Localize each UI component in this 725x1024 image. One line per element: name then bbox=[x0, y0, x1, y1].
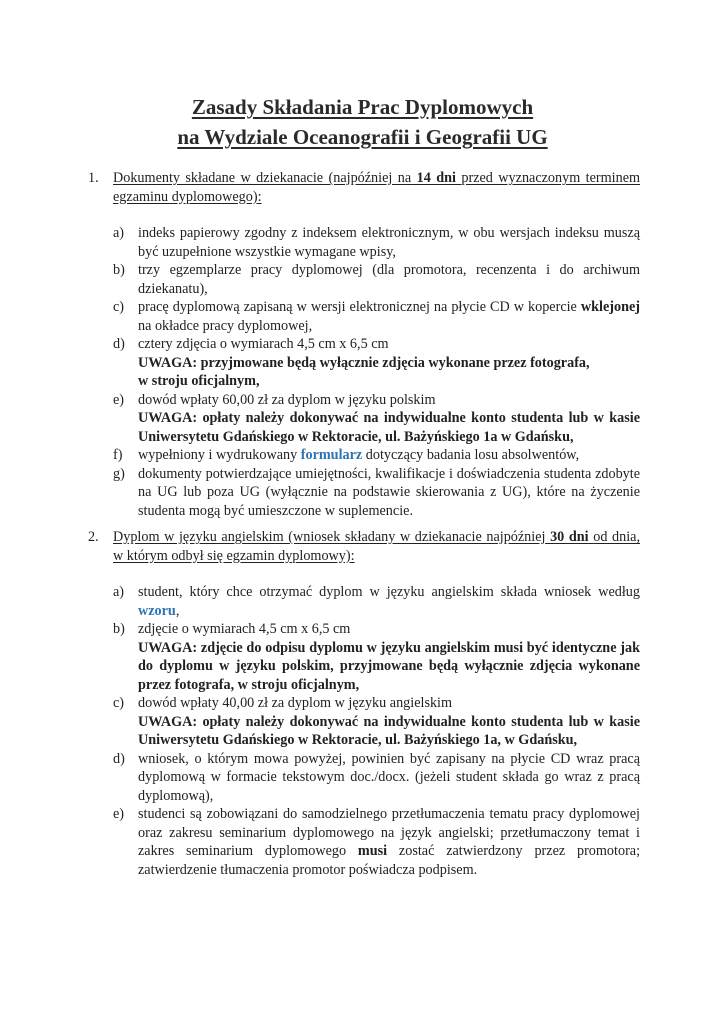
item-text: wniosek, o którym mowa powyżej, powinien być zapisany na płycie CD wraz pracą dyplomową w formacie tekstowym doc./docx. (jeżeli student składa go wraz z pracą dyplomową), bbox=[138, 750, 640, 804]
item-text: dowód wpłaty 40,00 zł za dyplom w języku angielskim bbox=[138, 695, 453, 711]
item-text: zdjęcie o wymiarach 4,5 cm x 6,5 cm bbox=[138, 621, 351, 637]
list-item bbox=[113, 805, 640, 879]
item-letter: e) bbox=[113, 391, 125, 408]
list-item bbox=[113, 694, 640, 750]
section-1-header: Dokumenty składane w dziekanacie (najpóźniej na 14 dni przed wyznaczonym terminem egzaminu dyplomowego): bbox=[113, 170, 641, 205]
item-note-cont: w stroju oficjalnym, bbox=[138, 373, 260, 389]
item-note: UWAGA: opłaty należy dokonywać na indywidualne konto studenta lub w kasie Uniwersytetu Gdańskiego w Rektoracie, ul. Bażyńskiego 1a w Gdańsku, bbox=[138, 410, 640, 445]
item-text-tail: na okładce pracy dyplomowej, bbox=[138, 317, 313, 334]
item-text: studenci są zobowiązani do samodzielnego przetłumaczenia tematu pracy dyplomowej oraz zakresu seminarium dyplomowego na język angielski; przetłumaczony temat i zakres seminarium dyplomowego bbox=[138, 806, 640, 859]
item-letter: c) bbox=[113, 695, 125, 711]
list-item bbox=[113, 446, 640, 465]
section-2-header: Dyplom w języku angielskim (wniosek składany w dziekanacie najpóźniej 30 dni od dnia, w którym odbył się egzamin dyplomowy): bbox=[113, 529, 641, 564]
list-item bbox=[113, 750, 640, 806]
document-title bbox=[0, 92, 725, 152]
item-text-tail: , bbox=[175, 602, 180, 619]
item-text: dokumenty potwierdzające umiejętności, kwalifikacje i doświadczenia studenta zdobyte na UG lub poza UG (wyłącznie na podstawie skierowania z UG), które na życzenie studenta mogą być umieszczone w suplemencie. bbox=[138, 465, 640, 519]
formularz-link[interactable]: formularz bbox=[300, 447, 363, 463]
item-text: student, który chce otrzymać dyplom w języku angielskim składa wniosek według bbox=[138, 584, 640, 600]
list-item bbox=[113, 335, 640, 391]
list-item bbox=[113, 620, 640, 694]
item-bold-text: musi bbox=[357, 843, 388, 859]
item-letter: e) bbox=[113, 806, 125, 822]
item-text-tail: dotyczący badania losu absolwentów, bbox=[365, 447, 580, 463]
item-text-tail: zostać zatwierdzony przez promotora; zatwierdzenie tłumaczenia promotor poświadcza podpisem. bbox=[138, 843, 641, 878]
item-letter: f) bbox=[113, 447, 123, 463]
list-item bbox=[113, 465, 640, 521]
title-line-1: Zasady Składania Prac Dyplomowych bbox=[191, 95, 534, 119]
section-1-list bbox=[113, 224, 640, 520]
list-item bbox=[113, 261, 640, 298]
item-letter: b) bbox=[113, 621, 125, 637]
item-note: UWAGA: opłaty należy dokonywać na indywidualne konto studenta lub w kasie Uniwersytetu Gdańskiego w Rektoracie, ul. Bażyńskiego 1a, w Gdańsku, bbox=[138, 713, 640, 748]
list-item bbox=[113, 298, 640, 335]
section-1 bbox=[88, 169, 640, 520]
section-2-list bbox=[113, 583, 640, 879]
section-2 bbox=[88, 528, 640, 879]
item-bold-text: wklejonej bbox=[580, 299, 640, 315]
item-note: UWAGA: przyjmowane będą wyłącznie zdjęcia wykonane przez fotografa, bbox=[138, 354, 590, 371]
item-letter: b) bbox=[113, 262, 125, 278]
list-item bbox=[113, 224, 640, 261]
item-text: indeks papierowy zgodny z indeksem elektronicznym, w obu wersjach indeksu muszą być uzupełnione wszystkie wymagane wpisy, bbox=[138, 225, 640, 260]
section-2-number: 2. bbox=[88, 529, 99, 545]
item-letter: a) bbox=[113, 584, 125, 600]
item-text: dowód wpłaty 60,00 zł za dyplom w języku polskim bbox=[138, 391, 436, 408]
item-text: wypełniony i wydrukowany bbox=[138, 447, 298, 463]
item-text: trzy egzemplarze pracy dyplomowej (dla promotora, recenzenta i do archiwum dziekanatu), bbox=[138, 262, 640, 297]
item-note: UWAGA: zdjęcie do odpisu dyplomu w języku angielskim musi być identyczne jak do dyplomu w języku polskim, przyjmowane będą wyłącznie zdjęcia wykonane przez fotografa, w stroju oficjalnym, bbox=[138, 639, 640, 693]
item-letter: g) bbox=[113, 465, 125, 482]
item-letter: a) bbox=[113, 225, 125, 241]
title-line-2: na Wydziale Oceanografii i Geografii UG bbox=[177, 125, 548, 149]
section-1-number: 1. bbox=[88, 170, 99, 186]
item-letter: d) bbox=[113, 750, 125, 767]
wzoru-link[interactable]: wzoru bbox=[138, 602, 176, 619]
list-item bbox=[113, 583, 640, 620]
item-text: pracę dyplomową zapisaną w wersji elektronicznej na płycie CD w kopercie bbox=[138, 299, 577, 315]
list-item bbox=[113, 391, 640, 447]
item-letter: c) bbox=[113, 299, 125, 315]
item-text: cztery zdjęcia o wymiarach 4,5 cm x 6,5 cm bbox=[138, 336, 389, 352]
item-letter: d) bbox=[113, 336, 125, 352]
